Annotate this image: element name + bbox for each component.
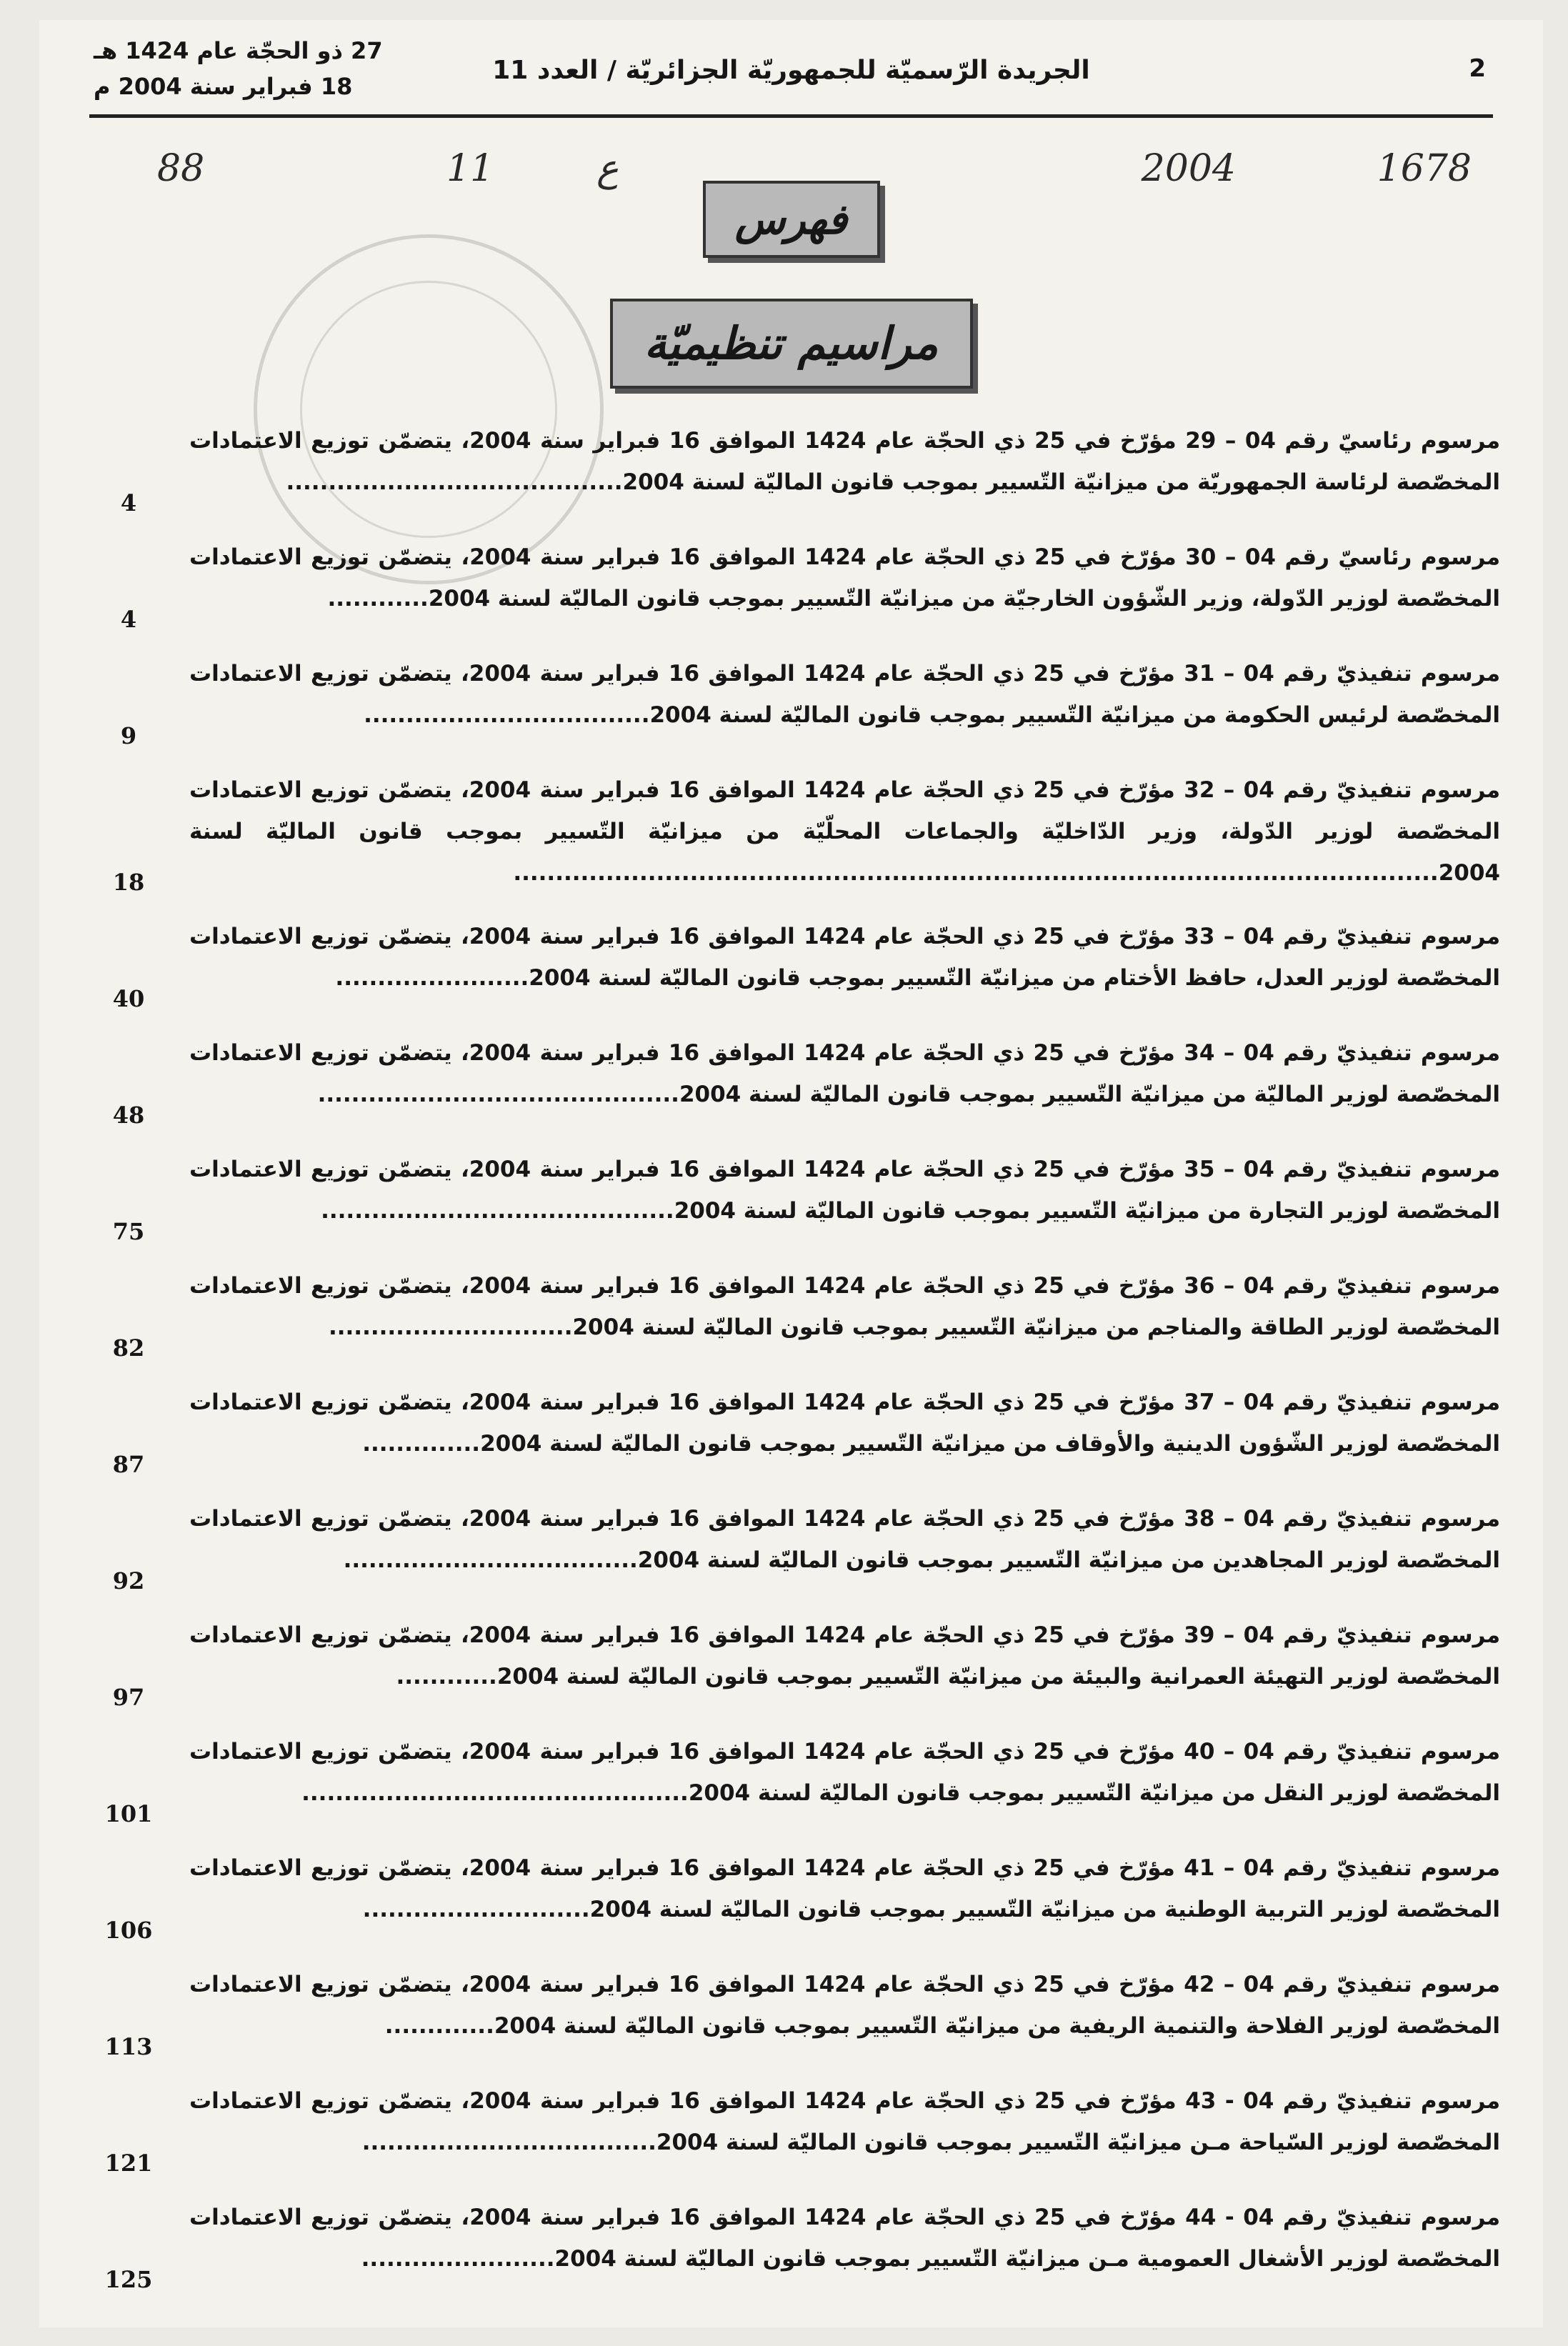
entry-text: مرسوم تنفيذيّ رقم 04 – 34 مؤرّخ في 25 ذي الحجّة عام 1424 الموافق 16 فبراير سنة 2004، يتضمّن توزيع الاعتمادات المخصّصة لوزير الماليّة من ميزانيّة التّسيير بموجب قانون الماليّة لسنة 2004........................................... [189, 1040, 1501, 1107]
index-entry [89, 536, 1500, 653]
index-entry [89, 1731, 1500, 1847]
page-number: 2 [1469, 54, 1486, 83]
entry-page-number: 97 [112, 1684, 145, 1711]
entry-page-number: 9 [120, 722, 137, 749]
index-title: فهرس [703, 181, 880, 258]
index-entry [89, 2197, 1500, 2313]
entry-text: مرسوم تنفيذيّ رقم 04 – 40 مؤرّخ في 25 ذي الحجّة عام 1424 الموافق 16 فبراير سنة 2004، يتضمّن توزيع الاعتمادات المخصّصة لوزير النقل من ميزانيّة التّسيير بموجب قانون الماليّة لسنة 2004.............................................. [189, 1739, 1501, 1806]
index-entry [89, 1614, 1500, 1731]
index-entry [89, 916, 1500, 1032]
entry-page-number: 75 [112, 1218, 145, 1245]
handwritten-note-1: 1678 [1377, 147, 1472, 190]
entry-text: مرسوم تنفيذيّ رقم 04 – 38 مؤرّخ في 25 ذي الحجّة عام 1424 الموافق 16 فبراير سنة 2004، يتضمّن توزيع الاعتمادات المخصّصة لوزير المجاهدين من ميزانيّة التّسيير بموجب قانون الماليّة لسنة 2004................................... [189, 1506, 1501, 1573]
entry-text: مرسوم رئاسيّ رقم 04 – 29 مؤرّخ في 25 ذي الحجّة عام 1424 الموافق 16 فبراير سنة 2004، يتضمّن توزيع الاعتمادات المخصّصة لرئاسة الجمهوريّة من ميزانيّة التّسيير بموجب قانون الماليّة لسنة 2004........................................ [189, 428, 1501, 495]
entry-page-number: 92 [112, 1567, 145, 1594]
entry-page-number: 4 [120, 606, 137, 633]
gazette-title: الجريدة الرّسميّة للجمهوريّة الجزائريّة / العدد 11 [492, 56, 1090, 85]
entry-page-number: 40 [112, 985, 145, 1012]
index-entry [89, 653, 1500, 769]
index-entry [89, 420, 1500, 536]
index-entry [89, 1498, 1500, 1614]
entry-page-number: 101 [104, 1800, 153, 1827]
date-gregorian: 18 فبراير سنة 2004 م [94, 73, 353, 100]
handwritten-note-2: 2004 [1141, 147, 1236, 190]
index-entry [89, 1382, 1500, 1498]
entry-page-number: 113 [104, 2033, 153, 2060]
entry-page-number: 4 [120, 489, 137, 516]
entry-text: مرسوم تنفيذيّ رقم 04 – 37 مؤرّخ في 25 ذي الحجّة عام 1424 الموافق 16 فبراير سنة 2004، يتضمّن توزيع الاعتمادات المخصّصة لوزير الشّؤون الدينية والأوقاف من ميزانيّة التّسيير بموجب قانون الماليّة لسنة 2004.............. [189, 1389, 1501, 1457]
entry-text: مرسوم تنفيذيّ رقم 04 – 42 مؤرّخ في 25 ذي الحجّة عام 1424 الموافق 16 فبراير سنة 2004، يتضمّن توزيع الاعتمادات المخصّصة لوزير الفلاحة والتنمية الريفية من ميزانيّة التّسيير بموجب قانون الماليّة لسنة 2004............. [189, 1972, 1501, 2039]
handwritten-note-3: ع [596, 147, 619, 190]
entry-text: مرسوم تنفيذيّ رقم 04 - 44 مؤرّخ في 25 ذي الحجّة عام 1424 الموافق 16 فبراير سنة 2004، يتضمّن توزيع الاعتمادات المخصّصة لوزير الأشغال العمومية مـن ميزانيّة التّسيير بموجب قانون الماليّة لسنة 2004....................... [189, 2205, 1501, 2272]
entry-page-number: 121 [104, 2150, 153, 2177]
entry-page-number: 82 [112, 1334, 145, 1362]
index-entry [89, 769, 1500, 916]
entry-page-number: 106 [104, 1917, 153, 1944]
entry-text: مرسوم تنفيذيّ رقم 04 - 43 مؤرّخ في 25 ذي الحجّة عام 1424 الموافق 16 فبراير سنة 2004، يتضمّن توزيع الاعتمادات المخصّصة لوزير السّياحة مـن ميزانيّة التّسيير بموجب قانون الماليّة لسنة 2004................................... [189, 2088, 1501, 2155]
index-entry [89, 1847, 1500, 1964]
date-hijri: 27 ذو الحجّة عام 1424 هـ [94, 37, 383, 64]
handwritten-note-4: 11 [446, 147, 494, 190]
index-entry [89, 1265, 1500, 1382]
issue-dates [94, 33, 383, 104]
page-header [89, 30, 1493, 118]
entry-text: مرسوم رئاسيّ رقم 04 – 30 مؤرّخ في 25 ذي الحجّة عام 1424 الموافق 16 فبراير سنة 2004، يتضمّن توزيع الاعتمادات المخصّصة لوزير الدّولة، وزير الشّؤون الخارجيّة من ميزانيّة التّسيير بموجب قانون الماليّة لسنة 2004............ [189, 544, 1501, 612]
gazette-page [39, 20, 1543, 2327]
section-title: مراسيم تنظيميّة [610, 299, 973, 389]
entry-text: مرسوم تنفيذيّ رقم 04 – 39 مؤرّخ في 25 ذي الحجّة عام 1424 الموافق 16 فبراير سنة 2004، يتضمّن توزيع الاعتمادات المخصّصة لوزير التهيئة العمرانية والبيئة من ميزانيّة التّسيير بموجب قانون الماليّة لسنة 2004............ [189, 1622, 1501, 1689]
index-entries [89, 420, 1500, 2313]
entry-text: مرسوم تنفيذيّ رقم 04 – 41 مؤرّخ في 25 ذي الحجّة عام 1424 الموافق 16 فبراير سنة 2004، يتضمّن توزيع الاعتمادات المخصّصة لوزير التربية الوطنية من ميزانيّة التّسيير بموجب قانون الماليّة لسنة 2004........................... [189, 1855, 1501, 1922]
entry-text: مرسوم تنفيذيّ رقم 04 – 33 مؤرّخ في 25 ذي الحجّة عام 1424 الموافق 16 فبراير سنة 2004، يتضمّن توزيع الاعتمادات المخصّصة لوزير العدل، حافظ الأختام من ميزانيّة التّسيير بموجب قانون الماليّة لسنة 2004....................... [189, 924, 1501, 991]
entry-page-number: 125 [104, 2266, 153, 2293]
index-entry [89, 1032, 1500, 1149]
entry-text: مرسوم تنفيذيّ رقم 04 – 32 مؤرّخ في 25 ذي الحجّة عام 1424 الموافق 16 فبراير سنة 2004، يتضمّن توزيع الاعتمادات المخصّصة لوزير الدّولة، وزير الدّاخليّة والجماعات المحلّيّة من ميزانيّة التّسيير بموجب قانون الماليّة لسنة 2004.............................................................................................................. [189, 777, 1501, 886]
entry-text: مرسوم تنفيذيّ رقم 04 – 31 مؤرّخ في 25 ذي الحجّة عام 1424 الموافق 16 فبراير سنة 2004، يتضمّن توزيع الاعتمادات المخصّصة لرئيس الحكومة من ميزانيّة التّسيير بموجب قانون الماليّة لسنة 2004.................................. [189, 661, 1501, 728]
index-entry [89, 1149, 1500, 1265]
index-entry [89, 2080, 1500, 2197]
entry-page-number: 87 [112, 1451, 145, 1478]
entry-page-number: 18 [112, 869, 145, 896]
entry-text: مرسوم تنفيذيّ رقم 04 – 36 مؤرّخ في 25 ذي الحجّة عام 1424 الموافق 16 فبراير سنة 2004، يتضمّن توزيع الاعتمادات المخصّصة لوزير الطاقة والمناجم من ميزانيّة التّسيير بموجب قانون الماليّة لسنة 2004............................. [189, 1273, 1501, 1340]
index-entry [89, 1964, 1500, 2080]
entry-text: مرسوم تنفيذيّ رقم 04 – 35 مؤرّخ في 25 ذي الحجّة عام 1424 الموافق 16 فبراير سنة 2004، يتضمّن توزيع الاعتمادات المخصّصة لوزير التجارة من ميزانيّة التّسيير بموجب قانون الماليّة لسنة 2004.......................................... [189, 1157, 1501, 1224]
handwritten-note-5: 88 [157, 147, 205, 190]
entry-page-number: 48 [112, 1102, 145, 1129]
